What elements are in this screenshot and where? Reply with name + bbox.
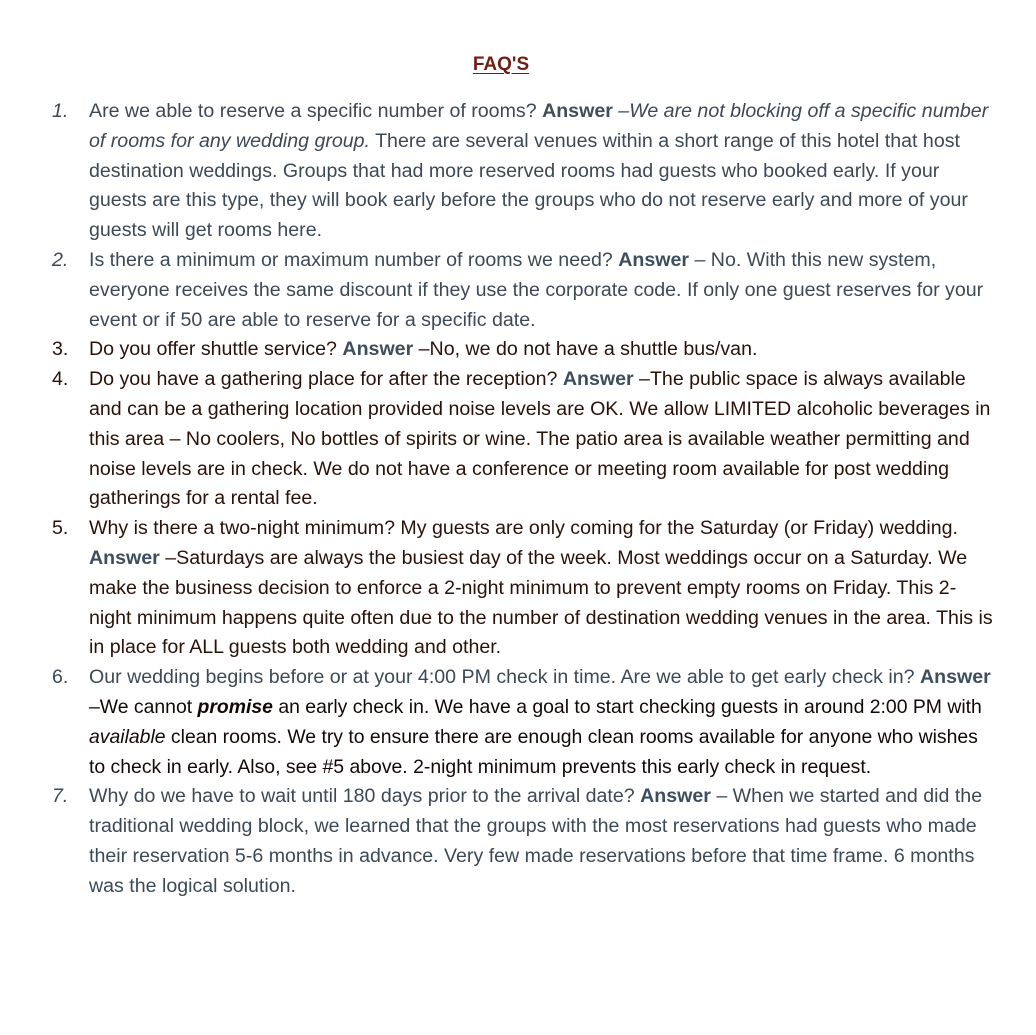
faq-number: 1. — [52, 100, 69, 122]
faq-item-2 — [50, 246, 995, 335]
faq-answer-italic: We are not blocking off a specific number of rooms for any wedding group. — [89, 100, 989, 152]
faq-number: 7. — [52, 785, 69, 808]
answer-label: Answer — [618, 248, 690, 271]
answer-label: Answer — [542, 100, 613, 122]
answer-label: Answer — [342, 338, 414, 361]
faq-question: Our wedding begins before or at your 4:00 PM check in time. Are we able to get early check in? — [89, 666, 915, 689]
faq-item-1 — [50, 97, 995, 246]
page-title: FAQ'S — [472, 54, 530, 75]
faq-number: 2. — [52, 248, 69, 271]
faq-number: 3. — [52, 338, 69, 361]
answer-label: Answer — [640, 785, 711, 808]
faq-item-3 — [50, 335, 995, 365]
faq-number: 6. — [52, 666, 69, 689]
faq-number: 5. — [52, 517, 69, 540]
faq-question: Are we able to reserve a specific number of rooms? — [89, 100, 537, 122]
faq-item-4 — [50, 365, 995, 514]
faq-item-5 — [50, 514, 995, 663]
faq-answer: –The public space is always available and can be a gathering location provided noise levels are OK. We allow LIMITED alcoholic beverages in this area – No coolers, No bottles of spirits or wine. The patio area is available weather permitting and noise levels are in check. We do not have a conference or meeting room available for post wedding gatherings for a rental fee. — [89, 368, 991, 510]
faq-question: Why do we have to wait until 180 days prior to the arrival date? — [89, 785, 635, 808]
answer-dash: – — [612, 100, 630, 122]
faq-list — [50, 97, 995, 902]
faq-answer: – No. With this new system, everyone receives the same discount if they use the corporate code. If only one guest reserves for your event or if 50 are able to reserve for a specific date. — [89, 248, 984, 331]
faq-question: Is there a minimum or maximum number of rooms we need? — [89, 248, 613, 271]
faq-item-6 — [50, 663, 995, 782]
faq-question: Do you offer shuttle service? — [89, 338, 337, 361]
faq-answer: There are several venues within a short range of this hotel that host destination weddings. Groups that had more reserved rooms had guests who booked early. If your guests are this type, they will book early before the groups who do not reserve early and more of your guests will get rooms here. — [89, 129, 968, 242]
faq-question: Why is there a two-night minimum? My guests are only coming for the Saturday (or Friday) wedding. — [89, 517, 959, 540]
answer-label: Answer — [562, 368, 634, 391]
faq-number: 4. — [52, 368, 69, 391]
faq-answer: –We cannot promise an early check in. We have a goal to start checking guests in around 2:00 PM with available clean rooms. We try to ensure there are enough clean rooms available for anyone who wishes to check in early. Also, see #5 above. 2-night minimum prevents this early check in request. — [89, 695, 982, 778]
answer-label: Answer — [89, 546, 160, 569]
faq-item-7 — [50, 782, 995, 901]
faq-question: Do you have a gathering place for after the reception? — [89, 368, 558, 391]
faq-answer: –No, we do not have a shuttle bus/van. — [413, 338, 758, 361]
faq-answer: –Saturdays are always the busiest day of the week. Most weddings occur on a Saturday. We make the business decision to enforce a 2-night minimum to prevent empty rooms on Friday. This 2-night minimum happens quite often due to the number of destination wedding venues in the area. This is in place for ALL guests both wedding and other. — [89, 546, 993, 659]
faq-answer: – When we started and did the traditional wedding block, we learned that the groups with the most reservations had guests who made their reservation 5-6 months in advance. Very few made reservations before that time frame. 6 months was the logical solution. — [89, 785, 983, 897]
answer-label: Answer — [920, 666, 991, 689]
